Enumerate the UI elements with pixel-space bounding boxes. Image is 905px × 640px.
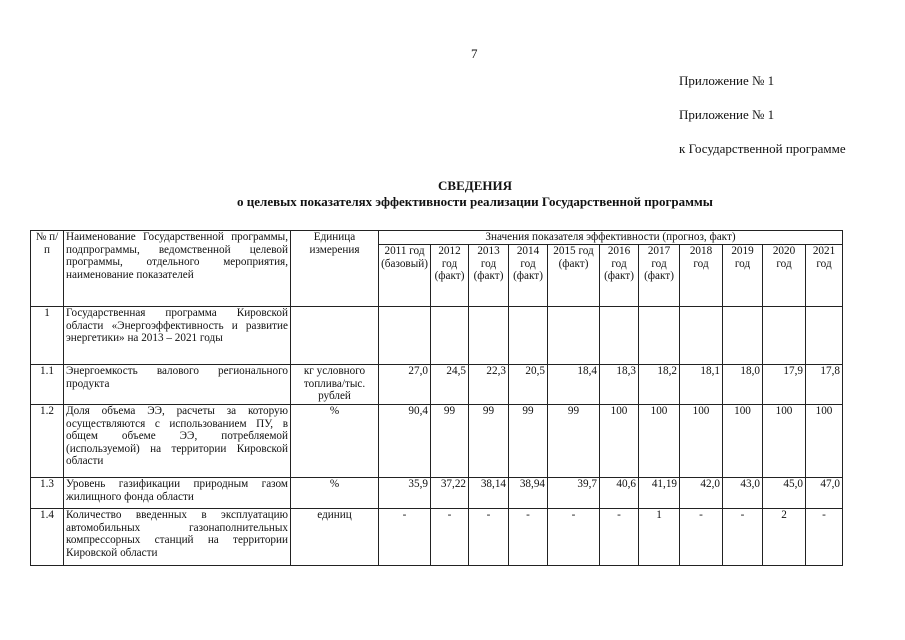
row-value: 20,5 <box>509 365 548 405</box>
row-value: 100 <box>600 405 639 478</box>
row-num: 1.2 <box>31 405 64 478</box>
row-value: - <box>680 509 723 566</box>
row-value: 100 <box>723 405 763 478</box>
header-year: 2017 год (факт) <box>639 245 680 307</box>
row-name: Уровень газификации природным газом жилищного фонда области <box>64 478 291 509</box>
row-value: 37,22 <box>431 478 469 509</box>
row-unit: кг условного топлива/тыс. рублей <box>291 365 379 405</box>
row-value: 45,0 <box>763 478 806 509</box>
row-value <box>639 307 680 365</box>
row-name: Доля объема ЭЭ, расчеты за которую осуществляются с использованием ПУ, в общем объеме ЭЭ, потребляемой (используемой) на территории Кировской области <box>64 405 291 478</box>
document-subtitle: о целевых показателях эффективности реализации Государственной программы <box>237 194 713 209</box>
row-name: Энергоемкость валового регионального продукта <box>64 365 291 405</box>
row-value <box>509 307 548 365</box>
row-value: - <box>431 509 469 566</box>
row-value <box>600 307 639 365</box>
row-value: 17,9 <box>763 365 806 405</box>
row-value: 99 <box>548 405 600 478</box>
row-value <box>763 307 806 365</box>
header-year: 2020 год <box>763 245 806 307</box>
header-year: 2015 год (факт) <box>548 245 600 307</box>
table-row <box>31 405 843 478</box>
header-year: 2013 год (факт) <box>469 245 509 307</box>
header-year: 2012 год (факт) <box>431 245 469 307</box>
row-value: 27,0 <box>379 365 431 405</box>
header-year: 2011 год (базовый) <box>379 245 431 307</box>
row-value: 1 <box>639 509 680 566</box>
row-value: - <box>723 509 763 566</box>
indicators-table <box>30 230 843 566</box>
row-value: 22,3 <box>469 365 509 405</box>
row-value <box>379 307 431 365</box>
row-value: 99 <box>469 405 509 478</box>
row-value: 24,5 <box>431 365 469 405</box>
row-value: 17,8 <box>806 365 843 405</box>
appendix-line-1: Приложение № 1 <box>679 73 775 88</box>
row-value: - <box>600 509 639 566</box>
table-row <box>31 307 843 365</box>
row-value: - <box>469 509 509 566</box>
row-unit: % <box>291 405 379 478</box>
row-value: 18,3 <box>600 365 639 405</box>
table-row <box>31 509 843 566</box>
document-title: СВЕДЕНИЯ <box>438 178 512 193</box>
row-unit: % <box>291 478 379 509</box>
table-row <box>31 365 843 405</box>
header-year: 2016 год (факт) <box>600 245 639 307</box>
header-values-group: Значения показателя эффективности (прогноз, факт) <box>379 231 843 245</box>
row-value <box>680 307 723 365</box>
row-value: 100 <box>639 405 680 478</box>
row-unit <box>291 307 379 365</box>
row-num: 1.3 <box>31 478 64 509</box>
row-value: 39,7 <box>548 478 600 509</box>
row-value: 99 <box>509 405 548 478</box>
row-name: Количество введенных в эксплуатацию автомобильных газонаполнительных компрессорных станций на территории Кировской области <box>64 509 291 566</box>
row-value <box>469 307 509 365</box>
row-value: 35,9 <box>379 478 431 509</box>
row-value: 100 <box>763 405 806 478</box>
header-num: № п/п <box>31 231 64 307</box>
row-value: - <box>379 509 431 566</box>
appendix-line-2: Приложение № 1 <box>679 107 775 122</box>
row-value <box>431 307 469 365</box>
row-value: 43,0 <box>723 478 763 509</box>
header-year: 2014 год (факт) <box>509 245 548 307</box>
header-year: 2019 год <box>723 245 763 307</box>
row-name: Государственная программа Кировской области «Энергоэффективность и развитие энергетики» на 2013 – 2021 годы <box>64 307 291 365</box>
row-value: 18,1 <box>680 365 723 405</box>
row-unit: единиц <box>291 509 379 566</box>
row-value: 18,0 <box>723 365 763 405</box>
header-year: 2021 год <box>806 245 843 307</box>
row-value: 40,6 <box>600 478 639 509</box>
row-value: 18,4 <box>548 365 600 405</box>
header-year: 2018 год <box>680 245 723 307</box>
header-row-group <box>31 231 843 245</box>
row-value: 2 <box>763 509 806 566</box>
row-value: - <box>548 509 600 566</box>
row-value: 41,19 <box>639 478 680 509</box>
row-value: - <box>806 509 843 566</box>
page-number: 7 <box>471 46 478 61</box>
row-value: 100 <box>806 405 843 478</box>
row-num: 1 <box>31 307 64 365</box>
row-value: 99 <box>431 405 469 478</box>
row-value: 38,94 <box>509 478 548 509</box>
row-value: - <box>509 509 548 566</box>
row-value <box>806 307 843 365</box>
row-num: 1.1 <box>31 365 64 405</box>
header-unit: Единица измерения <box>291 231 379 307</box>
row-num: 1.4 <box>31 509 64 566</box>
row-value: 18,2 <box>639 365 680 405</box>
row-value: 90,4 <box>379 405 431 478</box>
header-name: Наименование Государственной программы, подпрограммы, ведомственной целевой программы, отдельного мероприятия, наименование показателей <box>64 231 291 307</box>
row-value: 38,14 <box>469 478 509 509</box>
row-value: 100 <box>680 405 723 478</box>
row-value: 42,0 <box>680 478 723 509</box>
appendix-line-3: к Государственной программе <box>679 141 846 156</box>
row-value <box>723 307 763 365</box>
table-row <box>31 478 843 509</box>
row-value <box>548 307 600 365</box>
row-value: 47,0 <box>806 478 843 509</box>
